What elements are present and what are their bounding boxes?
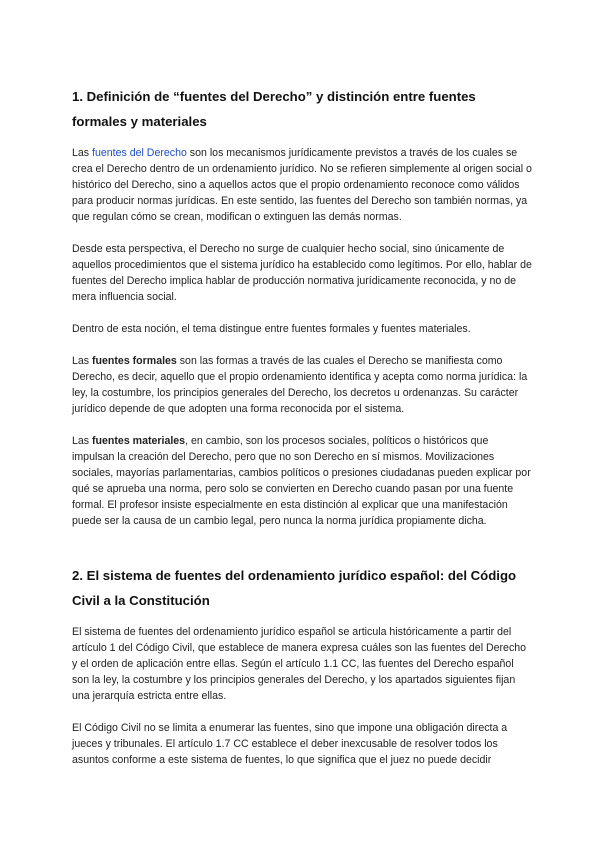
section-2-paragraph-2: El Código Civil no se limita a enumerar las fuentes, sino que impone una obligación directa a jueces y tribunales. El artículo 1.7 CC establece el deber inexcusable de resolver todos los asuntos conforme a este sistema de fuentes, lo que significa que el juez no puede decidir (72, 722, 508, 766)
paragraph-text: , en cambio, son los procesos sociales, políticos o históricos que impulsan la creación del Derecho, pero que no son Derecho en sí mismos. Movilizaciones sociales, mayorías parlamentarias, cambios políticos o presiones ciudadanas pueden explicar por qué se aprueba una norma, pero solo se convierten en Derecho cuando pasan por una fuente formal. El profesor insiste especialmente en esta distinción al explicar que una manifestación puede ser la causa de un cambio legal, pero nunca la norma jurídica propiamente dicha. (72, 435, 531, 527)
section-1-paragraph-5 (72, 433, 532, 529)
paragraph-text: son los mecanismos jurídicamente previstos a través de los cuales se crea el Derecho dentro de un ordenamiento jurídico. No se refieren simplemente al origen social o histórico del Derecho, sino a aquellos actos que el propio ordenamiento reconoce como válidos para producir normas jurídicas. En este sentido, las fuentes del Derecho son también normas, ya que regulan cómo se crean, modifican o extinguen las demás normas. (72, 147, 532, 223)
paragraph-text: Las (72, 147, 93, 159)
section-1-heading: 1. Definición de “fuentes del Derecho” y distinción entre fuentes formales y materiales (72, 89, 476, 129)
section-1-paragraph-1 (72, 145, 532, 225)
section-1-paragraph-2: Desde esta perspectiva, el Derecho no surge de cualquier hecho social, sino únicamente de aquellos procedimientos que el sistema jurídico ha establecido como legítimos. Por ello, hablar de fuentes del Derecho implica hablar de producción normativa jurídicamente reconocida, y no de mera influencia social. (72, 243, 532, 303)
paragraph-text: son las formas a través de las cuales el Derecho se manifiesta como Derecho, es decir, aquello que el propio ordenamiento identifica y acepta como norma jurídica: la ley, la costumbre, los principios generales del Derecho, los decretos u ordenanzas. Su carácter jurídico depende de que adopten una forma reconocida por el sistema. (72, 355, 528, 415)
paragraph-text: Las (72, 435, 93, 447)
section-1-paragraph-4 (72, 353, 532, 417)
section-1-paragraph-3: Dentro de esta noción, el tema distingue entre fuentes formales y fuentes materiales. (72, 323, 471, 335)
paragraph-text: Las (72, 355, 93, 367)
fuentes-formales-term: fuentes formales (92, 355, 177, 367)
fuentes-del-derecho-link[interactable]: fuentes del Derecho (92, 147, 187, 159)
fuentes-materiales-term: fuentes materiales (92, 435, 186, 447)
section-2-heading: 2. El sistema de fuentes del ordenamiento jurídico español: del Código Civil a la Constitución (72, 568, 517, 608)
section-2-paragraph-1: El sistema de fuentes del ordenamiento jurídico español se articula históricamente a partir del artículo 1 del Código Civil, que establece de manera expresa cuáles son las fuentes del Derecho y el orden de aplicación entre ellas. Según el artículo 1.1 CC, las fuentes del Derecho español son la ley, la costumbre y los principios generales del Derecho, y los apartados siguientes fijan una jerarquía estricta entre ellas. (72, 626, 527, 702)
document-content (72, 84, 532, 768)
